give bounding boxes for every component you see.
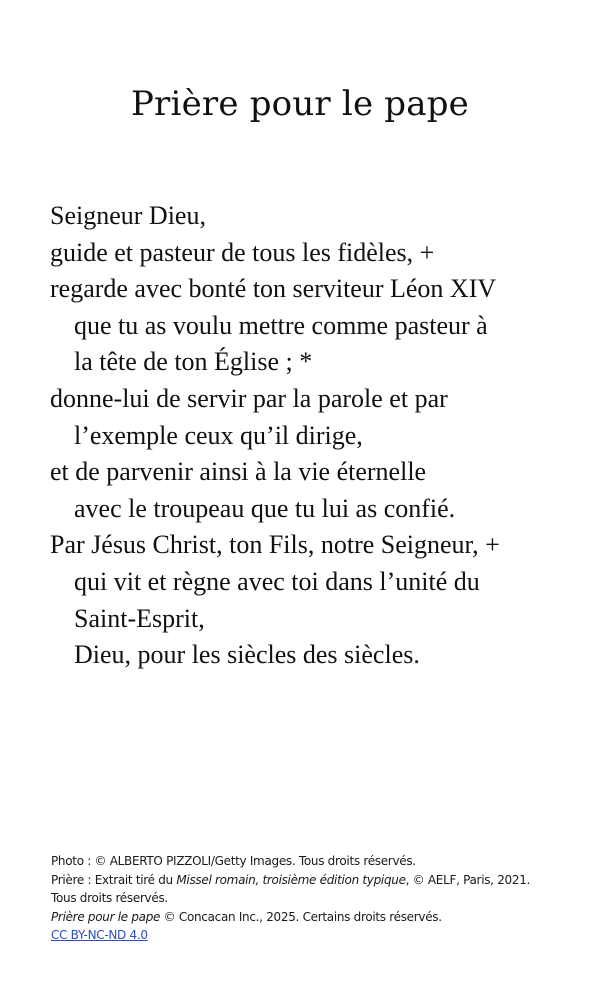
prayer-line: qui vit et règne avec toi dans l’unité du: [74, 566, 480, 596]
prayer-line: l’exemple ceux qu’il dirige,: [74, 420, 363, 450]
prayer-line: la tête de ton Église ; *: [74, 347, 313, 377]
page-title: Prière pour le pape: [130, 84, 470, 124]
prayer-line: Saint-Esprit,: [74, 603, 205, 633]
prayer-line: que tu as voulu mettre comme pasteur à: [74, 310, 488, 340]
prayer-line: avec le troupeau que tu lui as confié.: [74, 493, 456, 523]
prayer-credit-prefix: Prière : Extrait tiré du: [51, 872, 177, 887]
license-line: [51, 926, 581, 945]
prayer-credit-suffix: , © AELF, Paris, 2021.: [405, 872, 531, 887]
prayer-line: regarde avec bonté ton serviteur Léon XIV: [50, 274, 497, 304]
prayer-line: Dieu, pour les siècles des siècles.: [74, 640, 420, 670]
prayer-credit: [51, 871, 581, 890]
credits: [51, 852, 581, 945]
prayer-line: et de parvenir ainsi à la vie éternelle: [50, 457, 427, 487]
prayer-line: donne-lui de servir par la parole et par: [50, 383, 448, 413]
work-credit: [51, 908, 581, 927]
prayer-credit-rights: Tous droits réservés.: [51, 891, 168, 905]
prayer-text: [50, 198, 580, 674]
prayer-line: guide et pasteur de tous les fidèles, +: [50, 237, 435, 267]
work-credit-title: Prière pour le pape: [51, 909, 161, 924]
license-link[interactable]: CC BY-NC-ND 4.0: [51, 928, 148, 942]
prayer-line: Seigneur Dieu,: [50, 201, 206, 230]
work-credit-suffix: © Concacan Inc., 2025. Certains droits réservés.: [160, 909, 442, 924]
prayer-line: Par Jésus Christ, ton Fils, notre Seigneur, +: [50, 530, 500, 560]
photo-credit: Photo : © ALBERTO PIZZOLI/Getty Images. Tous droits réservés.: [51, 854, 416, 868]
prayer-credit-book: Missel romain, troisième édition typique: [176, 872, 406, 887]
